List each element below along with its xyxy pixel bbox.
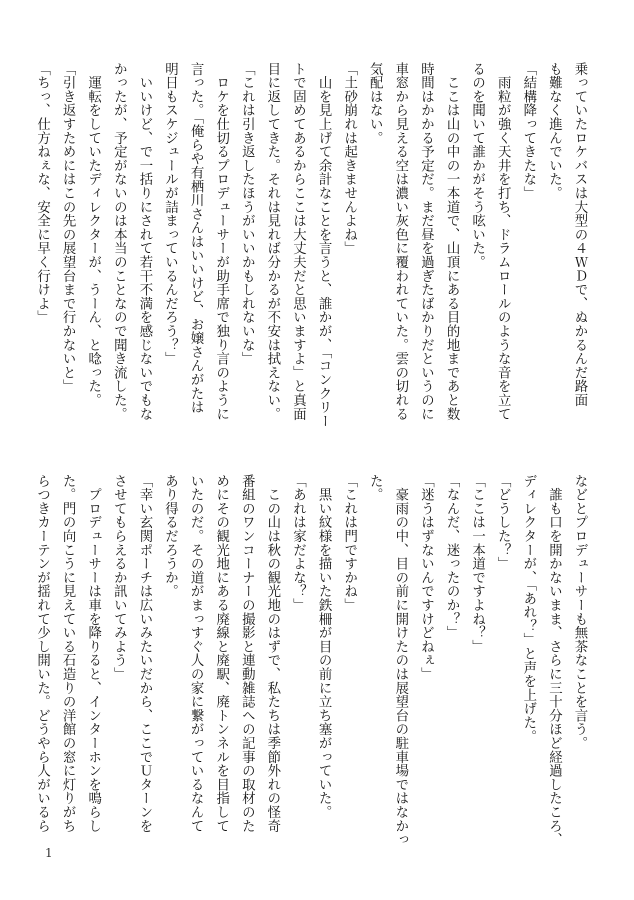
text-line: 運転をしていたディレクターが、うーん、と唸った。 xyxy=(85,62,101,407)
text-line: 明日もスケジュールが詰まっているんだろう？」 xyxy=(162,62,178,366)
text-line: 「あれは家だよな？」 xyxy=(290,474,306,612)
text-line: 乗っていたロケバスは大型の４ＷＤで、ぬかるんだ路面 xyxy=(572,62,587,407)
text-line: 「土砂崩れは起きませんよね」 xyxy=(341,62,357,256)
text-line: 車窓から見える空は濃い灰色に覆われていた。雲の切れる xyxy=(392,62,408,421)
text-line: プロデューサーは車を降りると、インターホンを鳴らし xyxy=(85,474,101,833)
text-line: 「結構降ってきたな」 xyxy=(520,62,536,200)
text-line: ここは山の中の一本道で、山頂にある目的地まであと数 xyxy=(444,62,460,421)
text-line: らつきカーテンが揺れて少し開いた。どうやら人がいるら xyxy=(34,474,50,833)
text-line: 「ちっ、仕方ねぇな、安全に早く行けよ」 xyxy=(34,62,50,325)
text-line: かったが、予定がないのは本当のことなので聞き流した。 xyxy=(111,62,127,421)
text-line: 「幸い玄関ポーチは広いみたいだから、ここでＵターンを xyxy=(136,474,152,833)
text-line: 山を見上げて余計なことを言うと、誰かが、「コンクリー xyxy=(316,62,332,428)
text-line: この山は秋の観光地のはずで、私たちは季節外れの怪奇 xyxy=(264,474,280,833)
text-line: 気配はない。 xyxy=(367,62,383,145)
text-line: るのを聞いて誰かがそう呟いた。 xyxy=(469,62,485,269)
text-line: 豪雨の中、目の前に開けたのは展望台の駐車場ではなかっ xyxy=(392,474,408,847)
text-line: させてもらえるか訊いてみよう」 xyxy=(111,474,127,681)
text-line: いたのだ。その道がまっすぐ人の家に繋がっているなんて xyxy=(188,474,204,833)
text-line: などとプロデューサーも無茶なことを言う。 xyxy=(572,474,587,750)
text-line: めにその観光地にある廃線と廃駅、廃トンネルを目指して xyxy=(213,474,229,833)
text-line: 「ここは一本道ですよね？」 xyxy=(469,474,485,654)
text-line: 言った。「俺らや有栖川さんはいいけど、お嬢さんがたは xyxy=(188,62,204,415)
text-line: 「なんだ、迷ったのか？」 xyxy=(444,474,460,640)
text-line: 目に返してきた。それは見れば分かるが不安は拭えない。 xyxy=(264,62,280,421)
text-line: 誰も口を開かないまま、さらに三十分ほど経過したころ、 xyxy=(546,474,562,847)
text-line: 「迷うはずないんですけどねぇ」 xyxy=(418,474,434,681)
text-line: 「引き返すためにはこの先の展望台まで行かないと」 xyxy=(60,62,76,394)
text-line: ディレクターが、「あれ？」と声を上げた。 xyxy=(520,474,536,744)
text-line: 時間はかかる予定だ。まだ昼を過ぎたばかりだというのに xyxy=(418,62,434,421)
text-line: 雨粒が強く天井を打ち、ドラムロールのような音を立て xyxy=(495,62,511,421)
text-line: トで固めてあるからここは大丈夫だと思いますよ」と真面 xyxy=(290,62,306,421)
text-line: た。 xyxy=(367,474,383,502)
text-line: 黒い紋様を描いた鉄柵が目の前に立ち塞がっていた。 xyxy=(316,474,332,819)
text-line: も難なく進んでいた。 xyxy=(546,62,562,200)
text-line: 「どうした？」 xyxy=(495,474,511,571)
text-line: た。門の向こうに見えている石造りの洋館の窓に灯りがち xyxy=(60,474,76,833)
text-line: 「これは引き返したほうがいいかもしれないな」 xyxy=(239,62,255,366)
text-block-lower xyxy=(32,474,592,864)
text-line: いいけど、で一括りにされて若干不満を感じないでもな xyxy=(136,62,152,421)
text-line: あり得るだろうか。 xyxy=(162,474,178,599)
page-number: 1 xyxy=(45,846,53,860)
text-line: 「これは門ですかね」 xyxy=(341,474,357,612)
text-block-upper xyxy=(32,62,592,452)
text-line: 番組のワンコーナーの撮影と連動雑誌への記事の取材のた xyxy=(239,474,255,833)
text-line: ロケを仕切るプロデューサーが助手席で独り言のように xyxy=(213,62,229,421)
